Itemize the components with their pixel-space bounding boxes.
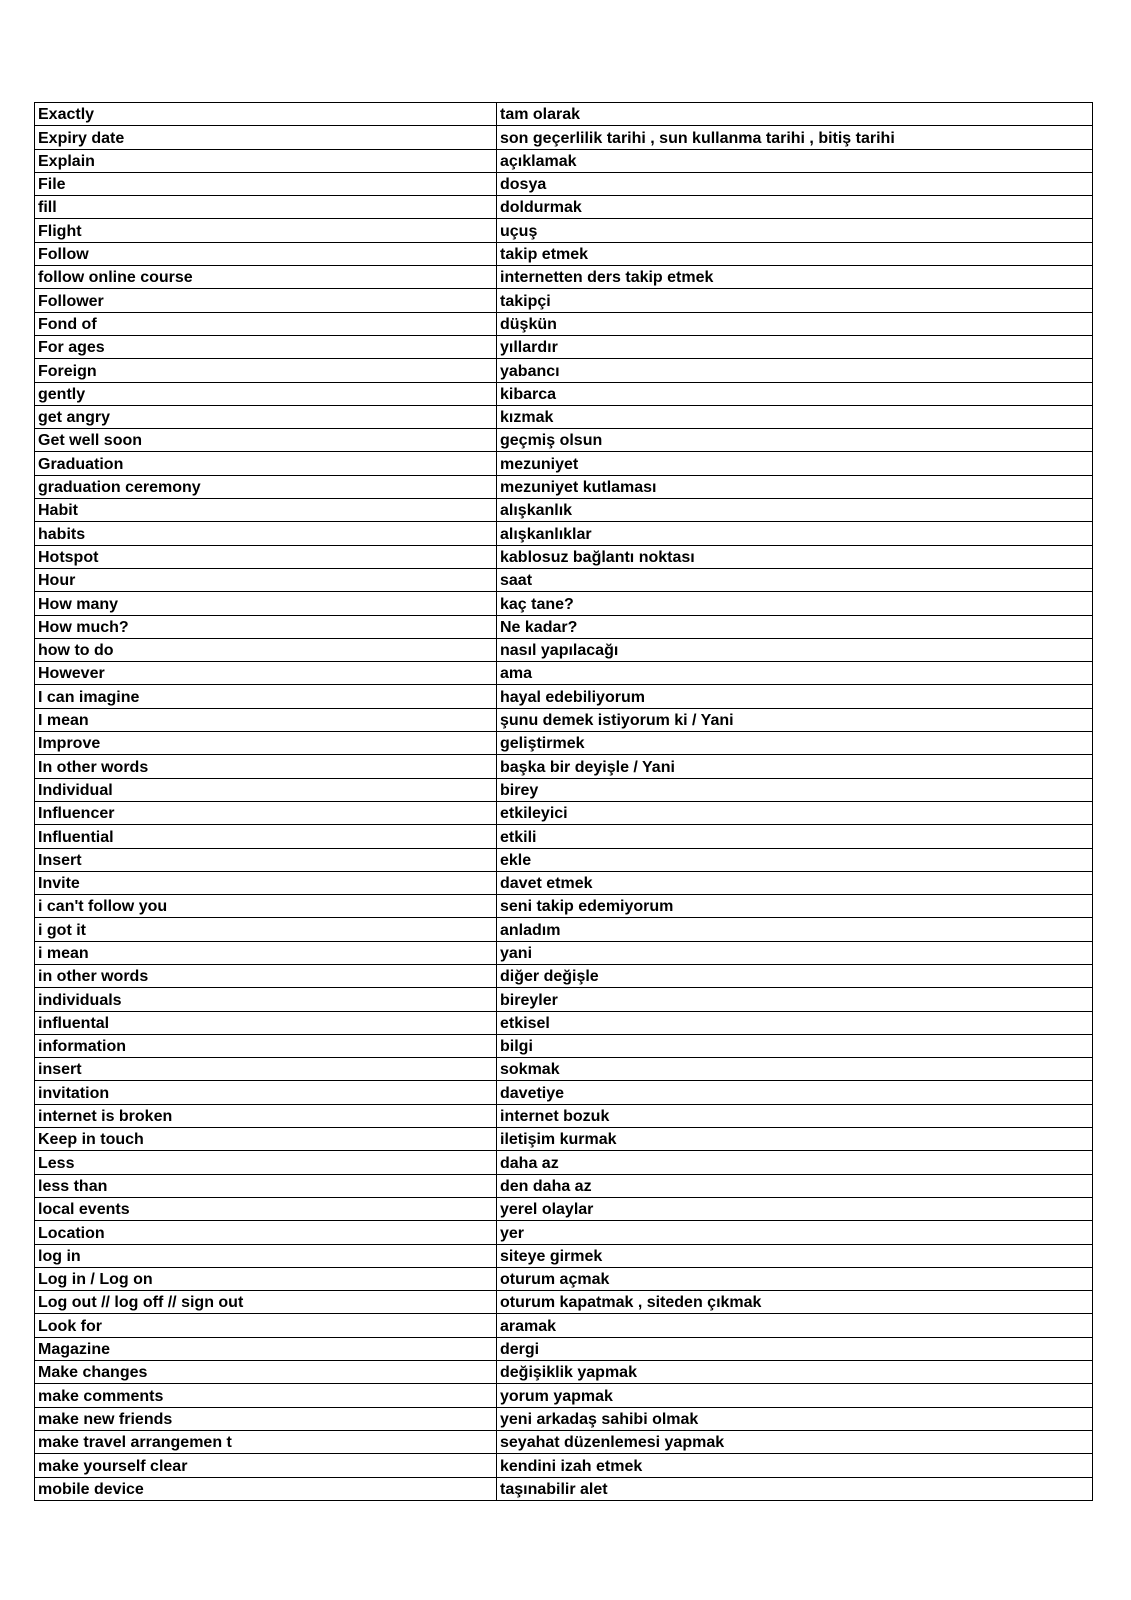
table-row <box>35 825 1093 848</box>
turkish-translation-cell: doldurmak <box>497 196 1093 219</box>
table-row <box>35 1128 1093 1151</box>
table-row <box>35 1058 1093 1081</box>
turkish-translation-cell: yeni arkadaş sahibi olmak <box>497 1407 1093 1430</box>
table-row <box>35 545 1093 568</box>
english-term-cell: File <box>35 172 497 195</box>
english-term-cell: invitation <box>35 1081 497 1104</box>
english-term-cell: Get well soon <box>35 429 497 452</box>
table-row <box>35 1244 1093 1267</box>
turkish-translation-cell: davet etmek <box>497 871 1093 894</box>
table-row <box>35 685 1093 708</box>
english-term-cell: make comments <box>35 1384 497 1407</box>
table-row <box>35 335 1093 358</box>
english-term-cell: Insert <box>35 848 497 871</box>
table-row <box>35 452 1093 475</box>
turkish-translation-cell: dosya <box>497 172 1093 195</box>
english-term-cell: Less <box>35 1151 497 1174</box>
turkish-translation-cell: yerel olaylar <box>497 1197 1093 1220</box>
english-term-cell: in other words <box>35 964 497 987</box>
turkish-translation-cell: geçmiş olsun <box>497 429 1093 452</box>
english-term-cell: Log in / Log on <box>35 1267 497 1290</box>
turkish-translation-cell: uçuş <box>497 219 1093 242</box>
english-term-cell: Look for <box>35 1314 497 1337</box>
english-term-cell: information <box>35 1034 497 1057</box>
table-row <box>35 732 1093 755</box>
table-row <box>35 1221 1093 1244</box>
table-row <box>35 1081 1093 1104</box>
english-term-cell: For ages <box>35 335 497 358</box>
english-term-cell: Influencer <box>35 801 497 824</box>
turkish-translation-cell: düşkün <box>497 312 1093 335</box>
turkish-translation-cell: değişiklik yapmak <box>497 1361 1093 1384</box>
turkish-translation-cell: siteye girmek <box>497 1244 1093 1267</box>
english-term-cell: How much? <box>35 615 497 638</box>
table-row <box>35 1314 1093 1337</box>
turkish-translation-cell: aramak <box>497 1314 1093 1337</box>
english-term-cell: Explain <box>35 149 497 172</box>
table-row <box>35 1104 1093 1127</box>
turkish-translation-cell: bilgi <box>497 1034 1093 1057</box>
english-term-cell: i mean <box>35 941 497 964</box>
english-term-cell: make new friends <box>35 1407 497 1430</box>
turkish-translation-cell: yer <box>497 1221 1093 1244</box>
english-term-cell: I mean <box>35 708 497 731</box>
english-term-cell: Exactly <box>35 103 497 126</box>
english-term-cell: Make changes <box>35 1361 497 1384</box>
table-row <box>35 1337 1093 1360</box>
turkish-translation-cell: internetten ders takip etmek <box>497 266 1093 289</box>
table-row <box>35 359 1093 382</box>
english-term-cell: Graduation <box>35 452 497 475</box>
turkish-translation-cell: seyahat düzenlemesi yapmak <box>497 1430 1093 1453</box>
english-term-cell: How many <box>35 592 497 615</box>
turkish-translation-cell: kızmak <box>497 405 1093 428</box>
table-row <box>35 242 1093 265</box>
table-row <box>35 289 1093 312</box>
turkish-translation-cell: oturum açmak <box>497 1267 1093 1290</box>
english-term-cell: Improve <box>35 732 497 755</box>
turkish-translation-cell: yorum yapmak <box>497 1384 1093 1407</box>
turkish-translation-cell: kaç tane? <box>497 592 1093 615</box>
english-term-cell: Flight <box>35 219 497 242</box>
table-row <box>35 1407 1093 1430</box>
table-row <box>35 1151 1093 1174</box>
table-row <box>35 429 1093 452</box>
turkish-translation-cell: takipçi <box>497 289 1093 312</box>
table-row <box>35 196 1093 219</box>
english-term-cell: local events <box>35 1197 497 1220</box>
turkish-translation-cell: geliştirmek <box>497 732 1093 755</box>
turkish-translation-cell: internet bozuk <box>497 1104 1093 1127</box>
table-row <box>35 312 1093 335</box>
turkish-translation-cell: mezuniyet kutlaması <box>497 475 1093 498</box>
table-row <box>35 219 1093 242</box>
table-row <box>35 592 1093 615</box>
english-term-cell: Follower <box>35 289 497 312</box>
table-row <box>35 568 1093 591</box>
english-term-cell: individuals <box>35 988 497 1011</box>
turkish-translation-cell: alışkanlıklar <box>497 522 1093 545</box>
table-row <box>35 964 1093 987</box>
english-term-cell: insert <box>35 1058 497 1081</box>
english-term-cell: I can imagine <box>35 685 497 708</box>
table-row <box>35 266 1093 289</box>
table-row <box>35 126 1093 149</box>
table-row <box>35 1267 1093 1290</box>
table-row <box>35 708 1093 731</box>
english-term-cell: Log out // log off // sign out <box>35 1291 497 1314</box>
english-term-cell: Hotspot <box>35 545 497 568</box>
english-term-cell: make travel arrangemen t <box>35 1430 497 1453</box>
turkish-translation-cell: etkileyici <box>497 801 1093 824</box>
english-term-cell: fill <box>35 196 497 219</box>
turkish-translation-cell: kibarca <box>497 382 1093 405</box>
english-term-cell: Hour <box>35 568 497 591</box>
table-row <box>35 172 1093 195</box>
turkish-translation-cell: bireyler <box>497 988 1093 1011</box>
turkish-translation-cell: anladım <box>497 918 1093 941</box>
english-term-cell: Habit <box>35 499 497 522</box>
turkish-translation-cell: taşınabilir alet <box>497 1477 1093 1500</box>
table-row <box>35 1291 1093 1314</box>
english-term-cell: gently <box>35 382 497 405</box>
turkish-translation-cell: etkisel <box>497 1011 1093 1034</box>
table-row <box>35 103 1093 126</box>
english-term-cell: Influential <box>35 825 497 848</box>
turkish-translation-cell: ekle <box>497 848 1093 871</box>
turkish-translation-cell: takip etmek <box>497 242 1093 265</box>
english-term-cell: Keep in touch <box>35 1128 497 1151</box>
turkish-translation-cell: ama <box>497 662 1093 685</box>
table-row <box>35 149 1093 172</box>
english-term-cell: get angry <box>35 405 497 428</box>
table-row <box>35 871 1093 894</box>
table-row <box>35 1034 1093 1057</box>
turkish-translation-cell: seni takip edemiyorum <box>497 895 1093 918</box>
turkish-translation-cell: Ne kadar? <box>497 615 1093 638</box>
turkish-translation-cell: yıllardır <box>497 335 1093 358</box>
turkish-translation-cell: hayal edebiliyorum <box>497 685 1093 708</box>
turkish-translation-cell: etkili <box>497 825 1093 848</box>
turkish-translation-cell: son geçerlilik tarihi , sun kullanma tarihi , bitiş tarihi <box>497 126 1093 149</box>
turkish-translation-cell: den daha az <box>497 1174 1093 1197</box>
turkish-translation-cell: kablosuz bağlantı noktası <box>497 545 1093 568</box>
turkish-translation-cell: kendini izah etmek <box>497 1454 1093 1477</box>
turkish-translation-cell: tam olarak <box>497 103 1093 126</box>
table-row <box>35 615 1093 638</box>
english-term-cell: Expiry date <box>35 126 497 149</box>
english-term-cell: habits <box>35 522 497 545</box>
table-row <box>35 522 1093 545</box>
turkish-translation-cell: alışkanlık <box>497 499 1093 522</box>
english-term-cell: make yourself clear <box>35 1454 497 1477</box>
english-term-cell: Magazine <box>35 1337 497 1360</box>
english-term-cell: In other words <box>35 755 497 778</box>
turkish-translation-cell: oturum kapatmak , siteden çıkmak <box>497 1291 1093 1314</box>
turkish-translation-cell: iletişim kurmak <box>497 1128 1093 1151</box>
table-row <box>35 1430 1093 1453</box>
turkish-translation-cell: başka bir deyişle / Yani <box>497 755 1093 778</box>
turkish-translation-cell: yabancı <box>497 359 1093 382</box>
table-row <box>35 918 1093 941</box>
table-row <box>35 475 1093 498</box>
english-term-cell: Fond of <box>35 312 497 335</box>
english-term-cell: Individual <box>35 778 497 801</box>
table-row <box>35 1011 1093 1034</box>
turkish-translation-cell: dergi <box>497 1337 1093 1360</box>
english-term-cell: Location <box>35 1221 497 1244</box>
turkish-translation-cell: nasıl yapılacağı <box>497 638 1093 661</box>
english-term-cell: Invite <box>35 871 497 894</box>
table-row <box>35 941 1093 964</box>
vocabulary-table-body <box>35 103 1093 1501</box>
table-row <box>35 1174 1093 1197</box>
english-term-cell: Follow <box>35 242 497 265</box>
table-row <box>35 988 1093 1011</box>
english-term-cell: mobile device <box>35 1477 497 1500</box>
table-row <box>35 1197 1093 1220</box>
turkish-translation-cell: davetiye <box>497 1081 1093 1104</box>
turkish-translation-cell: açıklamak <box>497 149 1093 172</box>
english-term-cell: However <box>35 662 497 685</box>
turkish-translation-cell: yani <box>497 941 1093 964</box>
table-row <box>35 1384 1093 1407</box>
turkish-translation-cell: şunu demek istiyorum ki / Yani <box>497 708 1093 731</box>
turkish-translation-cell: mezuniyet <box>497 452 1093 475</box>
table-row <box>35 382 1093 405</box>
table-row <box>35 755 1093 778</box>
turkish-translation-cell: diğer değişle <box>497 964 1093 987</box>
english-term-cell: i can't follow you <box>35 895 497 918</box>
english-term-cell: Foreign <box>35 359 497 382</box>
table-row <box>35 405 1093 428</box>
turkish-translation-cell: daha az <box>497 1151 1093 1174</box>
table-row <box>35 638 1093 661</box>
english-term-cell: internet is broken <box>35 1104 497 1127</box>
english-term-cell: influental <box>35 1011 497 1034</box>
vocabulary-table <box>34 102 1093 1501</box>
table-row <box>35 778 1093 801</box>
table-row <box>35 801 1093 824</box>
table-row <box>35 1361 1093 1384</box>
turkish-translation-cell: saat <box>497 568 1093 591</box>
table-row <box>35 662 1093 685</box>
table-row <box>35 499 1093 522</box>
table-row <box>35 1454 1093 1477</box>
table-row <box>35 895 1093 918</box>
table-row <box>35 848 1093 871</box>
english-term-cell: graduation ceremony <box>35 475 497 498</box>
english-term-cell: how to do <box>35 638 497 661</box>
turkish-translation-cell: sokmak <box>497 1058 1093 1081</box>
english-term-cell: log in <box>35 1244 497 1267</box>
table-row <box>35 1477 1093 1500</box>
english-term-cell: less than <box>35 1174 497 1197</box>
english-term-cell: i got it <box>35 918 497 941</box>
english-term-cell: follow online course <box>35 266 497 289</box>
turkish-translation-cell: birey <box>497 778 1093 801</box>
